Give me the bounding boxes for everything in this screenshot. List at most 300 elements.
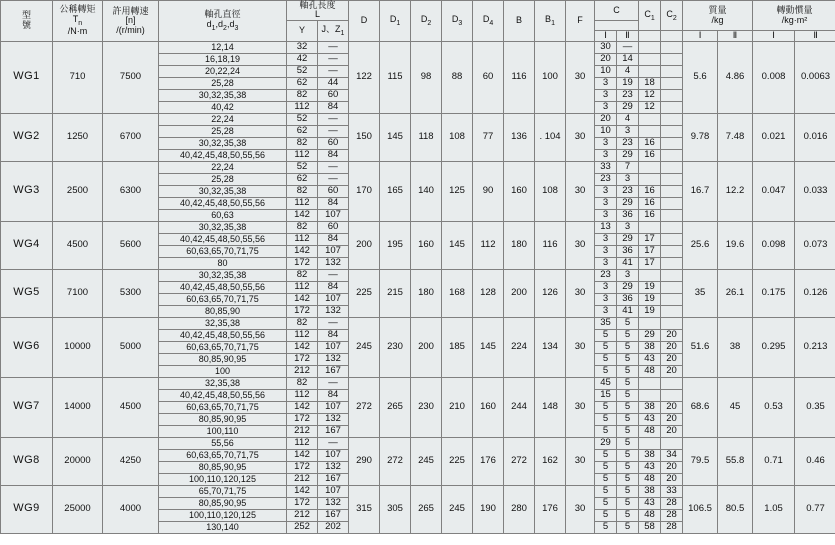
cell-C1: 16 [639,149,661,161]
cell-C2 [661,245,683,257]
table-row [1,113,835,125]
cell-C2: 20 [661,341,683,353]
header-C1-blank [639,31,661,41]
cell-C1: 43 [639,353,661,365]
cell-D2: 245 [411,437,442,485]
cell-len-JZ: — [318,377,349,389]
cell-len-Y: 62 [287,77,318,89]
cell-C-II: 23 [617,185,639,197]
cell-C1: 16 [639,197,661,209]
cell-len-Y: 52 [287,65,318,77]
cell-C-II: 23 [617,89,639,101]
cell-C1 [639,113,661,125]
cell-D1: 305 [380,485,411,533]
cell-speed: 7500 [103,41,159,113]
cell-C-I: 10 [595,125,617,137]
cell-C2: 20 [661,365,683,377]
cell-len-JZ: — [318,173,349,185]
cell-C2 [661,377,683,389]
cell-C1 [639,377,661,389]
cell-bore: 25,28 [159,77,287,89]
table-row [1,161,835,173]
cell-C2 [661,101,683,113]
cell-D2: 98 [411,41,442,113]
cell-D4: 145 [473,317,504,377]
cell-len-JZ: 107 [318,449,349,461]
cell-torque: 25000 [53,485,103,533]
cell-F: 30 [566,113,595,161]
cell-inertia-II: 0.0063 [795,41,835,113]
cell-C-I: 5 [595,401,617,413]
header-F: F [566,1,595,42]
cell-model: WG7 [1,377,53,437]
cell-len-JZ: 132 [318,257,349,269]
cell-C2 [661,257,683,269]
cell-D3: 210 [442,377,473,437]
cell-len-Y: 52 [287,161,318,173]
cell-bore: 22,24 [159,113,287,125]
cell-mass-II: 38 [718,317,753,377]
cell-C1: 43 [639,497,661,509]
cell-bore: 40,42,45,48,50,55,56 [159,149,287,161]
cell-len-Y: 52 [287,113,318,125]
cell-mass-I: 25.6 [683,221,718,269]
header-model: 型 號 [1,1,53,42]
cell-C2 [661,269,683,281]
cell-D2: 265 [411,485,442,533]
cell-mass-I: 16.7 [683,161,718,221]
cell-C2 [661,161,683,173]
cell-inertia-I: 1.05 [753,485,795,533]
cell-C2: 20 [661,413,683,425]
table-row [1,485,835,497]
cell-len-JZ: 84 [318,329,349,341]
header-allowable-speed: 許用轉速 [n] /(r/min) [103,1,159,42]
header-inertia: 轉動慣量 /kg·m² [753,1,835,31]
cell-C1: 38 [639,341,661,353]
cell-C2: 28 [661,521,683,533]
cell-bore: 55,56 [159,437,287,449]
cell-C-II: 29 [617,281,639,293]
cell-C-II: 7 [617,161,639,173]
cell-C1 [639,269,661,281]
cell-D3: 125 [442,161,473,221]
header-bore-length: 軸孔長度 L [287,1,349,21]
cell-inertia-II: 0.126 [795,269,835,317]
header-C2-blank [661,31,683,41]
cell-len-Y: 32 [287,41,318,53]
cell-D2: 200 [411,317,442,377]
cell-B: 160 [504,161,535,221]
cell-C-II: — [617,41,639,53]
cell-C-I: 3 [595,305,617,317]
cell-C-II: 23 [617,137,639,149]
cell-B1: 162 [535,437,566,485]
cell-mass-II: 26.1 [718,269,753,317]
cell-C2: 28 [661,497,683,509]
cell-len-JZ: — [318,113,349,125]
header-B1: $B_1$ [535,1,566,42]
header-len-Y: Y [287,20,318,41]
header-D4: $D_4$ [473,1,504,42]
cell-B: 244 [504,377,535,437]
cell-inertia-II: 0.35 [795,377,835,437]
cell-C2 [661,317,683,329]
cell-D1: 145 [380,113,411,161]
cell-C2 [661,77,683,89]
header-D: D [349,1,380,42]
cell-bore: 40,42,45,48,50,55,56 [159,197,287,209]
cell-len-Y: 212 [287,509,318,521]
cell-C1 [639,65,661,77]
cell-C1: 38 [639,449,661,461]
cell-len-JZ: 132 [318,461,349,473]
cell-C-I: 5 [595,473,617,485]
cell-C-II: 5 [617,365,639,377]
cell-C-I: 5 [595,353,617,365]
cell-C2 [661,209,683,221]
cell-B: 272 [504,437,535,485]
cell-torque: 4500 [53,221,103,269]
cell-C2 [661,293,683,305]
cell-C-II: 5 [617,341,639,353]
cell-C-I: 3 [595,137,617,149]
cell-F: 30 [566,41,595,113]
cell-B1: . 104 [535,113,566,161]
cell-C-I: 5 [595,449,617,461]
cell-bore: 60,63 [159,209,287,221]
cell-torque: 710 [53,41,103,113]
cell-B1: 100 [535,41,566,113]
cell-inertia-II: 0.213 [795,317,835,377]
cell-len-Y: 172 [287,413,318,425]
cell-bore: 30,32,35,38 [159,137,287,149]
cell-inertia-II: 0.033 [795,161,835,221]
cell-C2: 20 [661,461,683,473]
cell-F: 30 [566,269,595,317]
header-C-II: Ⅱ [617,31,639,41]
cell-B: 180 [504,221,535,269]
cell-B: 224 [504,317,535,377]
cell-C-I: 10 [595,65,617,77]
cell-C-I: 5 [595,365,617,377]
cell-bore: 40,42,45,48,50,55,56 [159,281,287,293]
cell-C-II: 41 [617,305,639,317]
cell-D: 290 [349,437,380,485]
cell-D3: 245 [442,485,473,533]
cell-bore: 30,32,35,38 [159,185,287,197]
cell-inertia-I: 0.175 [753,269,795,317]
cell-C-II: 5 [617,497,639,509]
cell-D4: 112 [473,221,504,269]
cell-C-II: 36 [617,245,639,257]
header-mass-II: Ⅱ [718,31,753,41]
cell-C-I: 3 [595,185,617,197]
cell-C-I: 3 [595,245,617,257]
cell-D3: 88 [442,41,473,113]
cell-inertia-II: 0.46 [795,437,835,485]
cell-bore: 30,32,35,38 [159,269,287,281]
cell-len-JZ: — [318,65,349,77]
cell-speed: 6300 [103,161,159,221]
cell-D3: 145 [442,221,473,269]
cell-C1 [639,125,661,137]
cell-len-JZ: 60 [318,185,349,197]
cell-len-Y: 142 [287,245,318,257]
header-mass-I: Ⅰ [683,31,718,41]
cell-mass-II: 19.6 [718,221,753,269]
cell-C-II: 5 [617,485,639,497]
cell-len-Y: 212 [287,473,318,485]
cell-C2: 34 [661,449,683,461]
cell-D: 150 [349,113,380,161]
cell-C-II: 19 [617,77,639,89]
cell-len-Y: 82 [287,221,318,233]
cell-C-I: 29 [595,437,617,449]
cell-C-I: 5 [595,425,617,437]
cell-len-JZ: — [318,125,349,137]
header-C: C [595,1,639,21]
cell-C2: 28 [661,509,683,521]
cell-C-II: 5 [617,425,639,437]
cell-D: 170 [349,161,380,221]
cell-len-Y: 172 [287,461,318,473]
cell-C1 [639,317,661,329]
cell-C2 [661,41,683,53]
cell-len-Y: 112 [287,101,318,113]
cell-D3: 108 [442,113,473,161]
cell-len-Y: 142 [287,293,318,305]
cell-len-Y: 252 [287,521,318,533]
cell-mass-II: 4.86 [718,41,753,113]
cell-inertia-I: 0.098 [753,221,795,269]
cell-len-Y: 172 [287,257,318,269]
cell-len-Y: 142 [287,449,318,461]
cell-len-JZ: 84 [318,197,349,209]
cell-len-JZ: 84 [318,233,349,245]
cell-D: 272 [349,377,380,437]
cell-len-JZ: — [318,41,349,53]
cell-len-JZ: 167 [318,365,349,377]
cell-C1 [639,221,661,233]
cell-bore: 100,110 [159,425,287,437]
cell-len-JZ: 44 [318,77,349,89]
cell-C2 [661,197,683,209]
cell-C2 [661,125,683,137]
cell-C-II: 14 [617,53,639,65]
cell-C1: 16 [639,137,661,149]
cell-D4: 90 [473,161,504,221]
cell-D1: 165 [380,161,411,221]
cell-C1: 19 [639,305,661,317]
cell-C-I: 15 [595,389,617,401]
cell-speed: 5600 [103,221,159,269]
cell-C1 [639,437,661,449]
cell-bore: 130,140 [159,521,287,533]
cell-C1: 43 [639,461,661,473]
cell-F: 30 [566,161,595,221]
header-C1: $C_1$ [639,1,661,31]
cell-C-I: 13 [595,221,617,233]
cell-len-JZ: 107 [318,293,349,305]
cell-C1: 17 [639,257,661,269]
cell-len-JZ: 132 [318,413,349,425]
cell-F: 30 [566,221,595,269]
cell-C2 [661,305,683,317]
cell-len-Y: 82 [287,377,318,389]
cell-speed: 5000 [103,317,159,377]
cell-D: 245 [349,317,380,377]
cell-bore: 60,63,65,70,71,75 [159,293,287,305]
cell-D4: 77 [473,113,504,161]
table-row [1,317,835,329]
cell-len-Y: 172 [287,353,318,365]
cell-len-JZ: — [318,161,349,173]
cell-F: 30 [566,437,595,485]
cell-C2 [661,173,683,185]
cell-C-II: 5 [617,389,639,401]
cell-torque: 10000 [53,317,103,377]
cell-C-II: 29 [617,101,639,113]
header-D3: $D_3$ [442,1,473,42]
cell-bore: 30,32,35,38 [159,89,287,101]
cell-len-JZ: — [318,437,349,449]
cell-C1: 48 [639,425,661,437]
cell-D1: 265 [380,377,411,437]
cell-C2: 33 [661,485,683,497]
cell-C-II: 3 [617,221,639,233]
cell-C-II: 41 [617,257,639,269]
cell-B1: 176 [535,485,566,533]
cell-C-I: 5 [595,497,617,509]
cell-D2: 140 [411,161,442,221]
header-inertia-II: Ⅱ [795,31,835,41]
cell-C2 [661,89,683,101]
cell-inertia-II: 0.77 [795,485,835,533]
table-body [1,41,835,533]
table-row [1,377,835,389]
cell-bore: 25,28 [159,125,287,137]
cell-bore: 60,63,65,70,71,75 [159,341,287,353]
header-C2: $C_2$ [661,1,683,31]
cell-C1: 19 [639,293,661,305]
cell-len-Y: 172 [287,305,318,317]
cell-len-JZ: 107 [318,245,349,257]
cell-C-I: 3 [595,89,617,101]
cell-model: WG3 [1,161,53,221]
cell-model: WG8 [1,437,53,485]
cell-C2 [661,113,683,125]
cell-D1: 272 [380,437,411,485]
cell-D1: 195 [380,221,411,269]
cell-len-JZ: 132 [318,497,349,509]
header-bore-symbols: $d_1,d_2,d_3$ [206,18,239,32]
cell-model: WG6 [1,317,53,377]
cell-D2: 160 [411,221,442,269]
cell-speed: 6700 [103,113,159,161]
cell-D2: 230 [411,377,442,437]
cell-len-JZ: 84 [318,281,349,293]
cell-C1: 48 [639,473,661,485]
cell-len-Y: 82 [287,269,318,281]
cell-D3: 168 [442,269,473,317]
cell-len-Y: 42 [287,53,318,65]
cell-torque: 2500 [53,161,103,221]
cell-C2 [661,65,683,77]
cell-C-II: 29 [617,233,639,245]
table-row [1,41,835,53]
cell-model: WG9 [1,485,53,533]
cell-len-Y: 62 [287,173,318,185]
cell-len-JZ: 84 [318,101,349,113]
cell-bore: 32,35,38 [159,377,287,389]
cell-mass-II: 55.8 [718,437,753,485]
cell-C1: 43 [639,413,661,425]
cell-speed: 5300 [103,269,159,317]
cell-C-I: 3 [595,149,617,161]
cell-bore: 60,63,65,70,71,75 [159,449,287,461]
cell-bore: 22,24 [159,161,287,173]
cell-C-I: 5 [595,461,617,473]
cell-C-II: 5 [617,473,639,485]
cell-C2: 20 [661,425,683,437]
cell-model: WG1 [1,41,53,113]
header-rated-torque: 公稱轉矩 $T_n$ /N·m [53,1,103,42]
cell-bore: 80,85,90,95 [159,497,287,509]
cell-len-Y: 112 [287,281,318,293]
cell-D1: 215 [380,269,411,317]
cell-len-JZ: 84 [318,149,349,161]
cell-D1: 230 [380,317,411,377]
cell-bore: 80,85,90,95 [159,413,287,425]
cell-C-II: 4 [617,65,639,77]
cell-C-I: 3 [595,101,617,113]
cell-len-Y: 82 [287,317,318,329]
cell-D: 225 [349,269,380,317]
cell-speed: 4500 [103,377,159,437]
cell-F: 30 [566,485,595,533]
cell-inertia-I: 0.047 [753,161,795,221]
cell-F: 30 [566,317,595,377]
cell-model: WG2 [1,113,53,161]
cell-C-I: 3 [595,233,617,245]
cell-bore: 40,42,45,48,50,55,56 [159,389,287,401]
cell-bore: 100,110,120,125 [159,473,287,485]
cell-C-I: 5 [595,329,617,341]
cell-C-I: 33 [595,161,617,173]
cell-mass-II: 80.5 [718,485,753,533]
cell-C-II: 5 [617,329,639,341]
cell-B1: 126 [535,269,566,317]
cell-len-JZ: — [318,269,349,281]
cell-C1: 17 [639,245,661,257]
cell-bore: 16,18,19 [159,53,287,65]
cell-model: WG4 [1,221,53,269]
cell-C-II: 3 [617,173,639,185]
cell-mass-I: 9.78 [683,113,718,161]
cell-C-I: 5 [595,509,617,521]
cell-len-Y: 172 [287,497,318,509]
cell-C-II: 5 [617,401,639,413]
cell-bore: 25,28 [159,173,287,185]
cell-torque: 1250 [53,113,103,161]
cell-bore: 60,63,65,70,71,75 [159,245,287,257]
cell-torque: 20000 [53,437,103,485]
cell-C-I: 5 [595,485,617,497]
cell-C1: 48 [639,509,661,521]
cell-len-Y: 112 [287,197,318,209]
cell-mass-II: 7.48 [718,113,753,161]
